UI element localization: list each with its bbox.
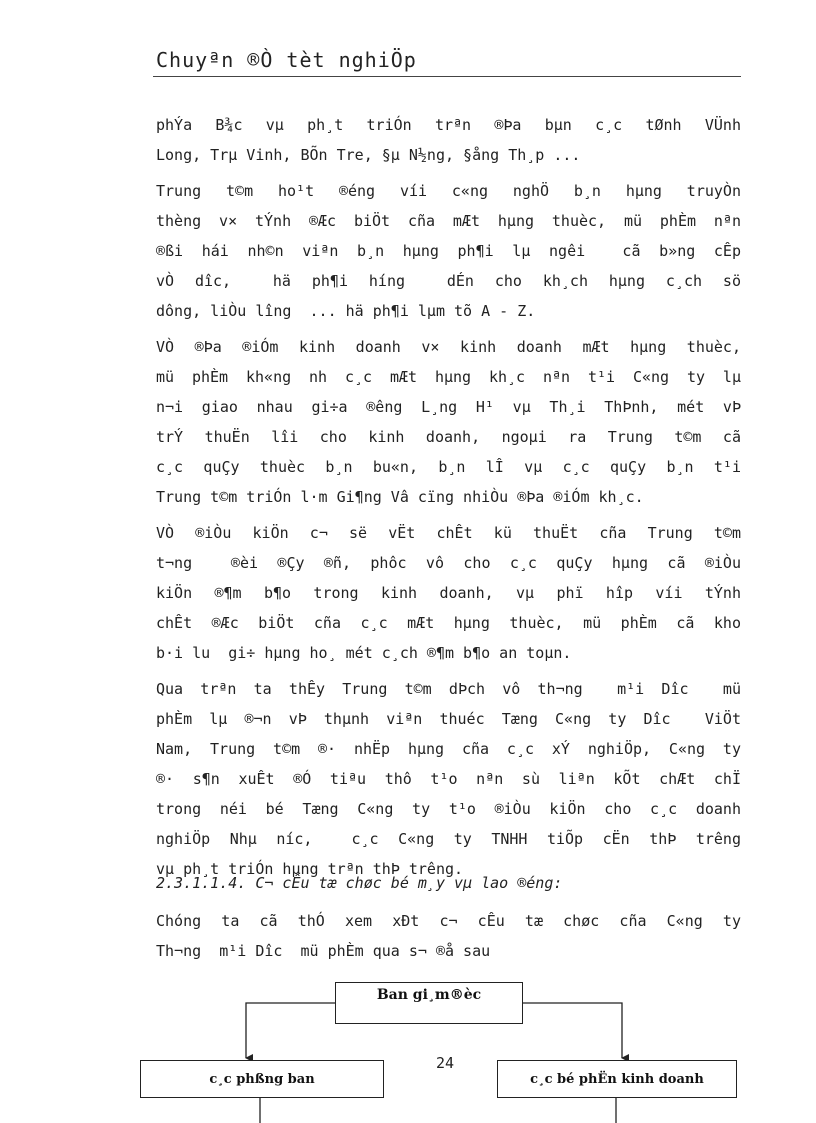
text-line: VÒ ®iÒu kiÖn c¬ së vËt chÊt kü thuËt cña Trung t©m [156, 524, 741, 542]
org-box-label: c¸c phßng ban [209, 1071, 315, 1087]
page-number: 24 [436, 1054, 455, 1072]
text-line: Nam, Trung t©m ®· nhËp hµng cña c¸c xÝ nghiÖp, C«ng ty [156, 740, 741, 758]
org-box-departments [140, 1060, 384, 1098]
text-line: t¬ng ®èi ®Çy ®ñ, phôc vô cho c¸c quÇy hµng cã ®iÒu [156, 554, 741, 572]
text-line: Long, Trµ Vinh, BÕn Tre, §µ N½ng, §ång Th¸p ... [156, 146, 581, 164]
connector-left [246, 1003, 335, 1058]
text-line: ®ßi hái nh©n viªn b¸n hµng ph¶i lµ ngêi cã b»ng cÊp [156, 242, 741, 260]
org-box-business-units [497, 1060, 737, 1098]
text-line: vµ ph¸t triÓn hµng trªn thÞ trêng. [156, 860, 464, 878]
text-line: n¬i giao nhau gi÷a ®êng L¸ng H¹ vµ Th¸i ThÞnh, mét vÞ [156, 398, 741, 416]
text-line: nghiÖp Nhµ níc, c¸c C«ng ty TNHH tiÕp cËn thÞ trêng [156, 830, 741, 848]
text-line: trÝ thuËn lîi cho kinh doanh, ngoµi ra Trung t©m cã [156, 428, 741, 446]
connector-right [523, 1003, 622, 1058]
text-line: kiÖn ®¶m b¶o trong kinh doanh, vµ phï hîp víi tÝnh [156, 584, 741, 602]
text-line: Qua trªn ta thÊy Trung t©m dÞch vô th¬ng m¹i Dîc mü [156, 680, 741, 698]
text-line: VÒ ®Þa ®iÓm kinh doanh v× kinh doanh mÆt hµng thuèc, [156, 338, 741, 356]
org-box-label: c¸c bé phËn kinh doanh [530, 1071, 704, 1087]
text-line: vÒ dîc, hä ph¶i híng dÉn cho kh¸ch hµng c¸ch sö [156, 272, 741, 290]
org-box-label: Ban gi¸m®èc [376, 987, 482, 1003]
text-line: phÈm lµ ®¬n vÞ thµnh viªn thuéc Tæng C«ng ty Dîc ViÖt [156, 710, 741, 728]
section-heading: 2.3.1.1.4. C¬ cÊu tæ chøc bé m¸y vµ lao ®éng: [156, 874, 563, 892]
page-header-title: Chuyªn ®Ò tèt nghiÖp [156, 48, 417, 72]
text-line: Chóng ta cã thÓ xem xÐt c¬ cÊu tæ chøc cña C«ng ty [156, 912, 741, 930]
text-line: mü phÈm kh«ng nh c¸c mÆt hµng kh¸c nªn t¹i C«ng ty lµ [156, 368, 741, 386]
text-line: Th¬ng m¹i Dîc mü phÈm qua s¬ ®å sau [156, 942, 491, 960]
text-line: chÊt ®Æc biÖt cña c¸c mÆt hµng thuèc, mü phÈm cã kho [156, 614, 741, 632]
text-line: trong néi bé Tæng C«ng ty t¹o ®iÒu kiÖn cho c¸c doanh [156, 800, 741, 818]
text-line: Trung t©m triÓn l·m Gi¶ng Vâ cïng nhiÒu ®Þa ®iÓm kh¸c. [156, 488, 644, 506]
text-line: ®· s¶n xuÊt ®Ó tiªu thô t¹o nªn sù liªn kÕt chÆt chÏ [156, 770, 741, 788]
text-line: dông, liÒu lîng ... hä ph¶i lµm tõ A - Z. [156, 302, 536, 320]
text-line: c¸c quÇy thuèc b¸n bu«n, b¸n lÎ vµ c¸c quÇy b¸n t¹i [156, 458, 741, 476]
text-line: thèng v× tÝnh ®Æc biÖt cña mÆt hµng thuèc, mü phÈm nªn [156, 212, 741, 230]
text-line: b·i lu gi÷ hµng ho¸ mét c¸ch ®¶m b¶o an toµn. [156, 644, 572, 662]
org-box-board-of-directors [335, 982, 523, 1024]
text-line: Trung t©m ho¹t ®éng víi c«ng nghÖ b¸n hµng truyÒn [156, 182, 741, 200]
text-line: phÝa B¾c vµ ph¸t triÓn trªn ®Þa bµn c¸c tØnh VÜnh [156, 116, 741, 134]
